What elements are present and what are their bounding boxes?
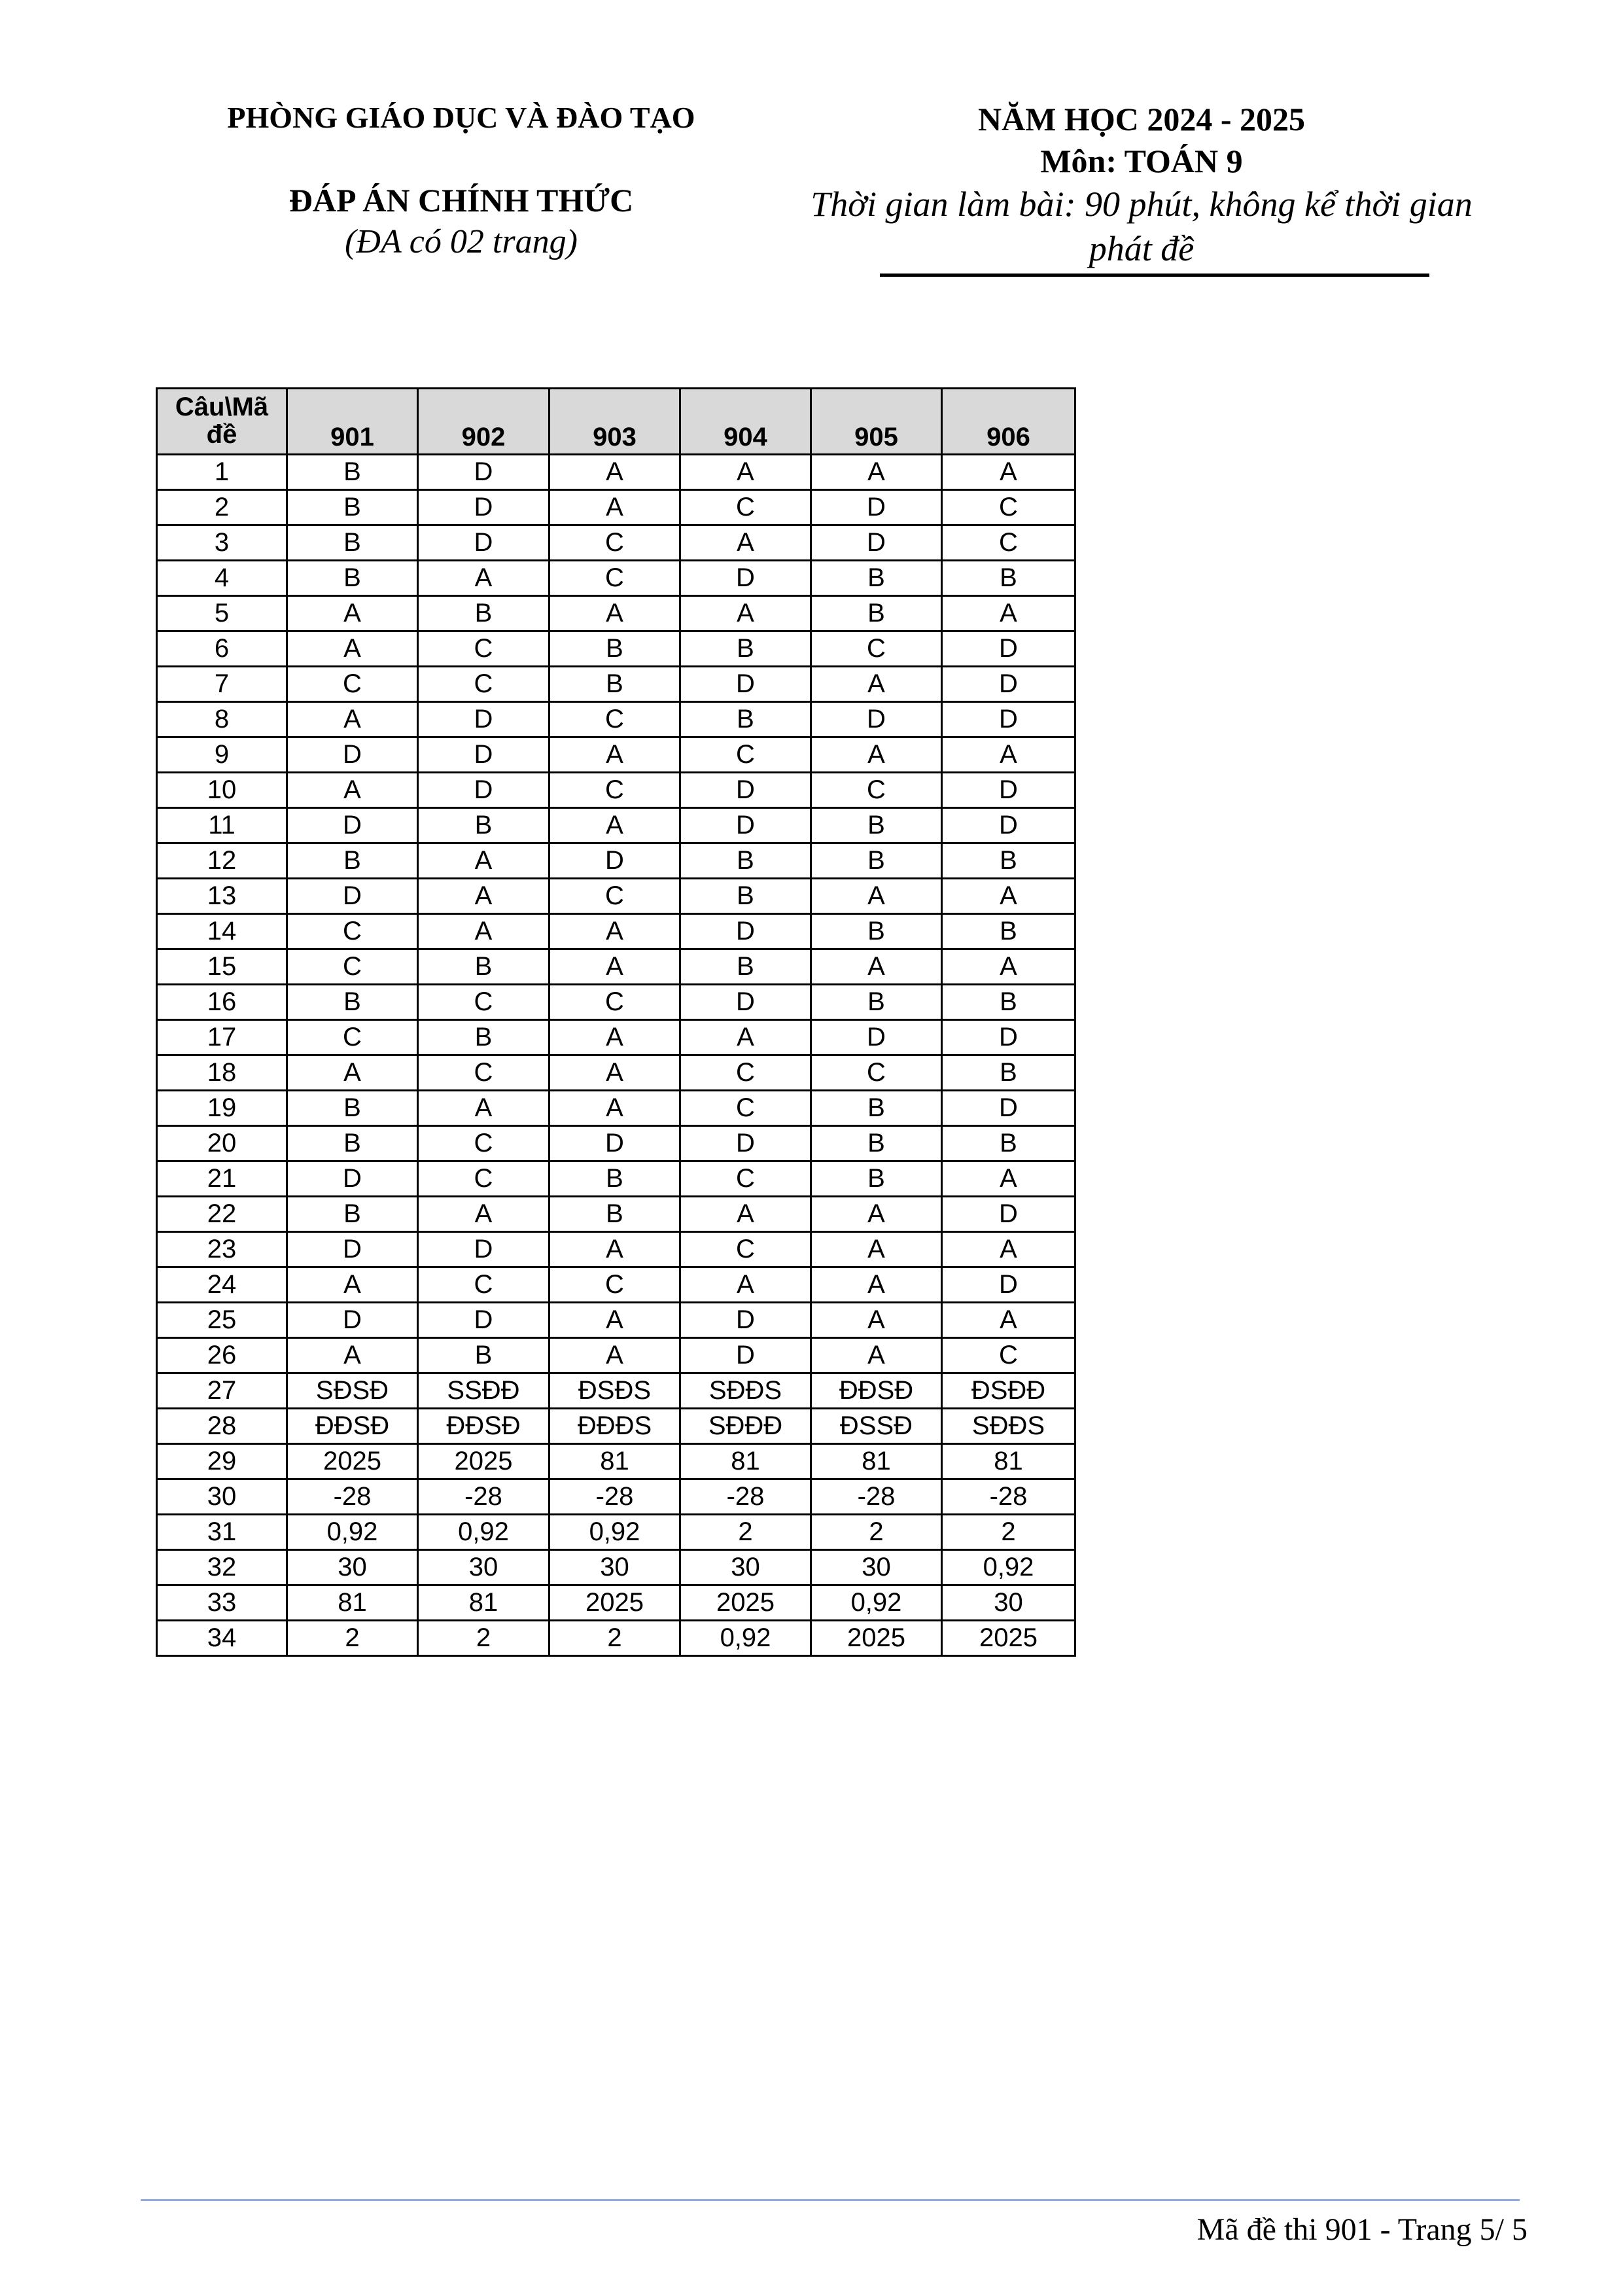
table-row xyxy=(157,1232,1075,1267)
time-note-line1: Thời gian làm bài: 90 phút, không kể thời gian xyxy=(811,185,1473,224)
answer-cell: A xyxy=(418,879,550,914)
table-row xyxy=(157,1338,1075,1373)
answer-cell: D xyxy=(418,773,550,808)
answer-cell: A xyxy=(550,1091,680,1126)
answer-cell: D xyxy=(287,737,418,773)
answer-cell: A xyxy=(287,631,418,667)
code-header: 906 xyxy=(942,389,1075,455)
question-number-cell: 16 xyxy=(157,985,287,1020)
answer-cell: -28 xyxy=(550,1479,680,1515)
question-number-cell: 27 xyxy=(157,1373,287,1409)
footer-divider xyxy=(141,2199,1520,2201)
answer-cell: B xyxy=(550,667,680,702)
question-number-cell: 1 xyxy=(157,455,287,490)
answer-cell: A xyxy=(418,1091,550,1126)
answer-cell: D xyxy=(942,773,1075,808)
answer-cell: D xyxy=(942,1197,1075,1232)
table-row xyxy=(157,1020,1075,1055)
corner-header-line1: Câu\Mã xyxy=(175,393,269,421)
answer-cell: C xyxy=(550,985,680,1020)
answer-cell: B xyxy=(811,596,942,631)
answer-table-body xyxy=(157,455,1075,1656)
answer-cell: C xyxy=(550,1267,680,1303)
answer-cell: B xyxy=(418,1020,550,1055)
answer-cell: A xyxy=(942,879,1075,914)
table-row xyxy=(157,490,1075,525)
answer-cell: D xyxy=(287,1303,418,1338)
question-number-cell: 12 xyxy=(157,843,287,879)
answer-cell: 0,92 xyxy=(287,1515,418,1550)
answer-cell: C xyxy=(287,949,418,985)
table-row xyxy=(157,773,1075,808)
answer-cell: D xyxy=(418,1303,550,1338)
answer-cell: C xyxy=(680,737,811,773)
question-number-cell: 30 xyxy=(157,1479,287,1515)
answer-cell: C xyxy=(287,667,418,702)
question-number-cell: 31 xyxy=(157,1515,287,1550)
answer-cell: 81 xyxy=(550,1444,680,1479)
answer-cell: D xyxy=(680,914,811,949)
time-note-line2: phát đề xyxy=(1089,229,1195,268)
answer-cell: ĐĐĐS xyxy=(550,1409,680,1444)
answer-cell: B xyxy=(550,631,680,667)
answer-cell: A xyxy=(942,737,1075,773)
table-row xyxy=(157,879,1075,914)
answer-cell: 2 xyxy=(942,1515,1075,1550)
official-answer-title: ĐÁP ÁN CHÍNH THỨC xyxy=(288,182,634,219)
answer-cell: C xyxy=(680,1232,811,1267)
answer-cell: C xyxy=(550,773,680,808)
answer-cell: A xyxy=(942,596,1075,631)
answer-cell: A xyxy=(942,1232,1075,1267)
table-row xyxy=(157,1515,1075,1550)
answer-cell: A xyxy=(418,561,550,596)
question-number-cell: 10 xyxy=(157,773,287,808)
answer-cell: C xyxy=(942,1338,1075,1373)
answer-cell: A xyxy=(811,1267,942,1303)
answer-cell: A xyxy=(418,914,550,949)
answer-cell: A xyxy=(680,1267,811,1303)
answer-cell: B xyxy=(418,949,550,985)
answer-cell: A xyxy=(811,949,942,985)
answer-cell: D xyxy=(811,525,942,561)
question-number-cell: 18 xyxy=(157,1055,287,1091)
answer-cell: C xyxy=(418,1161,550,1197)
table-row xyxy=(157,1161,1075,1197)
code-header: 903 xyxy=(550,389,680,455)
answer-cell: A xyxy=(550,596,680,631)
answer-cell: B xyxy=(811,843,942,879)
answer-cell: A xyxy=(287,1055,418,1091)
answer-cell: D xyxy=(287,808,418,843)
table-row xyxy=(157,808,1075,843)
answer-cell: SSĐĐ xyxy=(418,1373,550,1409)
answer-cell: A xyxy=(550,1020,680,1055)
answer-cell: B xyxy=(287,455,418,490)
table-row xyxy=(157,667,1075,702)
answer-cell: -28 xyxy=(287,1479,418,1515)
table-row xyxy=(157,702,1075,737)
table-row xyxy=(157,1267,1075,1303)
answer-cell: C xyxy=(418,985,550,1020)
answer-cell: B xyxy=(942,1126,1075,1161)
answer-cell: A xyxy=(680,455,811,490)
answer-cell: A xyxy=(811,667,942,702)
answer-cell: C xyxy=(418,1267,550,1303)
question-number-cell: 17 xyxy=(157,1020,287,1055)
answer-cell: 0,92 xyxy=(680,1621,811,1656)
answer-cell: A xyxy=(550,1338,680,1373)
answer-cell: 2025 xyxy=(287,1444,418,1479)
page-footer: Mã đề thi 901 - Trang 5/ 5 xyxy=(1196,2212,1527,2247)
table-row xyxy=(157,1444,1075,1479)
table-row xyxy=(157,843,1075,879)
answer-cell: C xyxy=(811,773,942,808)
answer-cell: B xyxy=(942,1055,1075,1091)
question-number-cell: 14 xyxy=(157,914,287,949)
answer-cell: 81 xyxy=(418,1585,550,1621)
answer-cell: B xyxy=(811,985,942,1020)
answer-cell: D xyxy=(942,1091,1075,1126)
code-header: 904 xyxy=(680,389,811,455)
table-row xyxy=(157,1373,1075,1409)
question-number-cell: 34 xyxy=(157,1621,287,1656)
answer-cell: D xyxy=(680,561,811,596)
answer-cell: ĐSĐĐ xyxy=(942,1373,1075,1409)
answer-cell: C xyxy=(811,1055,942,1091)
question-number-cell: 4 xyxy=(157,561,287,596)
table-row xyxy=(157,737,1075,773)
answer-cell: C xyxy=(418,667,550,702)
table-row xyxy=(157,631,1075,667)
answer-cell: B xyxy=(811,808,942,843)
answer-cell: 81 xyxy=(680,1444,811,1479)
code-header: 901 xyxy=(287,389,418,455)
answer-cell: C xyxy=(942,490,1075,525)
answer-cell: C xyxy=(680,1091,811,1126)
question-number-cell: 25 xyxy=(157,1303,287,1338)
answer-cell: B xyxy=(942,561,1075,596)
answer-cell: D xyxy=(811,490,942,525)
table-row xyxy=(157,1621,1075,1656)
answer-key-table xyxy=(156,387,1076,1657)
subject: Môn: TOÁN 9 xyxy=(1040,143,1243,179)
answer-cell: SĐĐS xyxy=(680,1373,811,1409)
question-number-cell: 3 xyxy=(157,525,287,561)
answer-cell: D xyxy=(942,631,1075,667)
answer-cell: -28 xyxy=(680,1479,811,1515)
answer-cell: B xyxy=(680,949,811,985)
question-number-cell: 11 xyxy=(157,808,287,843)
answer-cell: B xyxy=(550,1161,680,1197)
answer-cell: 2 xyxy=(287,1621,418,1656)
table-row xyxy=(157,1126,1075,1161)
answer-cell: A xyxy=(550,808,680,843)
answer-cell: A xyxy=(680,1197,811,1232)
table-row xyxy=(157,1585,1075,1621)
answer-cell: A xyxy=(811,455,942,490)
answer-cell: 0,92 xyxy=(550,1515,680,1550)
answer-cell: A xyxy=(418,1197,550,1232)
answer-cell: A xyxy=(811,1303,942,1338)
answer-cell: 30 xyxy=(811,1550,942,1585)
question-number-cell: 8 xyxy=(157,702,287,737)
question-number-cell: 21 xyxy=(157,1161,287,1197)
table-row xyxy=(157,1479,1075,1515)
answer-cell: B xyxy=(942,985,1075,1020)
answer-cell: D xyxy=(418,702,550,737)
question-number-cell: 13 xyxy=(157,879,287,914)
answer-cell: A xyxy=(550,455,680,490)
answer-cell: 81 xyxy=(811,1444,942,1479)
answer-cell: 2025 xyxy=(942,1621,1075,1656)
question-number-cell: 9 xyxy=(157,737,287,773)
answer-cell: A xyxy=(550,1303,680,1338)
answer-cell: A xyxy=(550,914,680,949)
answer-cell: A xyxy=(287,596,418,631)
answer-cell: D xyxy=(418,737,550,773)
answer-cell: A xyxy=(550,490,680,525)
answer-cell: SĐĐĐ xyxy=(680,1409,811,1444)
answer-cell: C xyxy=(550,879,680,914)
answer-cell: 30 xyxy=(942,1585,1075,1621)
answer-cell: C xyxy=(942,525,1075,561)
answer-cell: -28 xyxy=(942,1479,1075,1515)
answer-cell: A xyxy=(287,773,418,808)
answer-cell: C xyxy=(287,1020,418,1055)
question-number-cell: 2 xyxy=(157,490,287,525)
answer-cell: C xyxy=(418,1055,550,1091)
answer-cell: D xyxy=(287,879,418,914)
question-number-cell: 6 xyxy=(157,631,287,667)
answer-cell: D xyxy=(680,667,811,702)
answer-cell: C xyxy=(680,1161,811,1197)
answer-cell: B xyxy=(287,1091,418,1126)
answer-cell: B xyxy=(680,879,811,914)
question-number-cell: 32 xyxy=(157,1550,287,1585)
answer-cell: B xyxy=(811,1161,942,1197)
answer-cell: 2 xyxy=(550,1621,680,1656)
answer-cell: D xyxy=(680,985,811,1020)
table-header-row xyxy=(157,389,1075,455)
answer-cell: D xyxy=(811,1020,942,1055)
answer-cell: ĐSĐS xyxy=(550,1373,680,1409)
answer-cell: 0,92 xyxy=(942,1550,1075,1585)
answer-cell: D xyxy=(680,1303,811,1338)
answer-cell: 30 xyxy=(550,1550,680,1585)
question-number-cell: 28 xyxy=(157,1409,287,1444)
table-row xyxy=(157,455,1075,490)
answer-cell: B xyxy=(287,490,418,525)
question-number-cell: 23 xyxy=(157,1232,287,1267)
table-row xyxy=(157,1091,1075,1126)
answer-cell: D xyxy=(418,455,550,490)
answer-cell: 30 xyxy=(287,1550,418,1585)
answer-cell: D xyxy=(418,1232,550,1267)
answer-cell: D xyxy=(418,525,550,561)
code-header: 905 xyxy=(811,389,942,455)
answer-cell: -28 xyxy=(811,1479,942,1515)
answer-cell: 2025 xyxy=(680,1585,811,1621)
question-number-cell: 15 xyxy=(157,949,287,985)
answer-cell: A xyxy=(680,596,811,631)
answer-cell: C xyxy=(680,490,811,525)
header-right xyxy=(765,98,1518,271)
answer-cell: A xyxy=(811,1197,942,1232)
answer-cell: 2 xyxy=(418,1621,550,1656)
pages-note: (ĐA có 02 trang) xyxy=(345,223,578,260)
header-underline xyxy=(880,274,1429,277)
table-row xyxy=(157,1055,1075,1091)
answer-cell: B xyxy=(811,561,942,596)
answer-cell: A xyxy=(942,1161,1075,1197)
table-row xyxy=(157,596,1075,631)
answer-cell: B xyxy=(942,843,1075,879)
answer-cell: A xyxy=(811,879,942,914)
table-row xyxy=(157,1550,1075,1585)
answer-cell: 2025 xyxy=(418,1444,550,1479)
answer-cell: SĐĐS xyxy=(942,1409,1075,1444)
answer-cell: A xyxy=(680,525,811,561)
answer-cell: A xyxy=(811,1232,942,1267)
answer-cell: B xyxy=(680,631,811,667)
answer-cell: B xyxy=(680,843,811,879)
department-name: PHÒNG GIÁO DỤC VÀ ĐÀO TẠO xyxy=(227,101,695,134)
answer-cell: A xyxy=(418,843,550,879)
answer-cell: B xyxy=(680,702,811,737)
answer-cell: D xyxy=(680,1338,811,1373)
question-number-cell: 24 xyxy=(157,1267,287,1303)
table-row xyxy=(157,561,1075,596)
table-row xyxy=(157,525,1075,561)
answer-cell: A xyxy=(550,949,680,985)
question-number-cell: 33 xyxy=(157,1585,287,1621)
answer-cell: A xyxy=(550,1055,680,1091)
question-number-cell: 7 xyxy=(157,667,287,702)
answer-cell: C xyxy=(550,561,680,596)
answer-cell: C xyxy=(680,1055,811,1091)
answer-cell: D xyxy=(942,667,1075,702)
table-row xyxy=(157,985,1075,1020)
answer-cell: A xyxy=(287,1338,418,1373)
answer-cell: A xyxy=(942,455,1075,490)
answer-cell: A xyxy=(287,1267,418,1303)
answer-cell: B xyxy=(811,1091,942,1126)
answer-cell: B xyxy=(287,561,418,596)
answer-cell: SĐSĐ xyxy=(287,1373,418,1409)
answer-cell: D xyxy=(550,843,680,879)
answer-cell: D xyxy=(811,702,942,737)
answer-cell: A xyxy=(942,1303,1075,1338)
answer-cell: D xyxy=(287,1161,418,1197)
answer-cell: A xyxy=(550,1232,680,1267)
question-number-cell: 5 xyxy=(157,596,287,631)
answer-cell: D xyxy=(287,1232,418,1267)
answer-cell: 2025 xyxy=(811,1621,942,1656)
table-row xyxy=(157,949,1075,985)
answer-cell: C xyxy=(550,525,680,561)
answer-cell: A xyxy=(942,949,1075,985)
answer-cell: B xyxy=(287,525,418,561)
table-row xyxy=(157,1409,1075,1444)
answer-cell: B xyxy=(287,985,418,1020)
answer-cell: 2 xyxy=(811,1515,942,1550)
answer-cell: B xyxy=(287,1197,418,1232)
answer-cell: 2025 xyxy=(550,1585,680,1621)
answer-cell: B xyxy=(811,1126,942,1161)
header-left xyxy=(183,98,739,263)
answer-cell: A xyxy=(811,737,942,773)
question-number-cell: 22 xyxy=(157,1197,287,1232)
answer-cell: B xyxy=(418,1338,550,1373)
answer-cell: 30 xyxy=(680,1550,811,1585)
answer-cell: D xyxy=(550,1126,680,1161)
corner-header xyxy=(157,389,287,455)
answer-cell: D xyxy=(680,773,811,808)
answer-cell: C xyxy=(550,702,680,737)
answer-cell: 30 xyxy=(418,1550,550,1585)
answer-cell: C xyxy=(287,914,418,949)
answer-cell: C xyxy=(418,631,550,667)
table-row xyxy=(157,914,1075,949)
answer-cell: A xyxy=(811,1338,942,1373)
answer-cell: B xyxy=(942,914,1075,949)
answer-cell: B xyxy=(811,914,942,949)
code-header: 902 xyxy=(418,389,550,455)
table-row xyxy=(157,1197,1075,1232)
answer-cell: B xyxy=(550,1197,680,1232)
answer-cell: B xyxy=(418,808,550,843)
answer-cell: C xyxy=(811,631,942,667)
table-row xyxy=(157,1303,1075,1338)
answer-cell: B xyxy=(287,843,418,879)
answer-cell: 0,92 xyxy=(811,1585,942,1621)
answer-cell: ĐĐSĐ xyxy=(287,1409,418,1444)
answer-cell: ĐSSĐ xyxy=(811,1409,942,1444)
school-year: NĂM HỌC 2024 - 2025 xyxy=(978,101,1305,137)
question-number-cell: 26 xyxy=(157,1338,287,1373)
answer-cell: D xyxy=(680,1126,811,1161)
answer-cell: -28 xyxy=(418,1479,550,1515)
answer-cell: 0,92 xyxy=(418,1515,550,1550)
answer-cell: B xyxy=(287,1126,418,1161)
answer-cell: D xyxy=(942,702,1075,737)
answer-cell: D xyxy=(680,808,811,843)
answer-cell: 81 xyxy=(287,1585,418,1621)
answer-cell: C xyxy=(418,1126,550,1161)
answer-cell: A xyxy=(680,1020,811,1055)
answer-cell: 81 xyxy=(942,1444,1075,1479)
answer-cell: D xyxy=(942,808,1075,843)
corner-header-line2: đề xyxy=(206,420,237,449)
answer-cell: D xyxy=(942,1267,1075,1303)
answer-cell: D xyxy=(942,1020,1075,1055)
question-number-cell: 19 xyxy=(157,1091,287,1126)
answer-cell: D xyxy=(418,490,550,525)
answer-cell: ĐĐSĐ xyxy=(811,1373,942,1409)
answer-cell: ĐĐSĐ xyxy=(418,1409,550,1444)
question-number-cell: 20 xyxy=(157,1126,287,1161)
question-number-cell: 29 xyxy=(157,1444,287,1479)
answer-cell: 2 xyxy=(680,1515,811,1550)
answer-cell: A xyxy=(287,702,418,737)
answer-cell: B xyxy=(418,596,550,631)
answer-cell: A xyxy=(550,737,680,773)
